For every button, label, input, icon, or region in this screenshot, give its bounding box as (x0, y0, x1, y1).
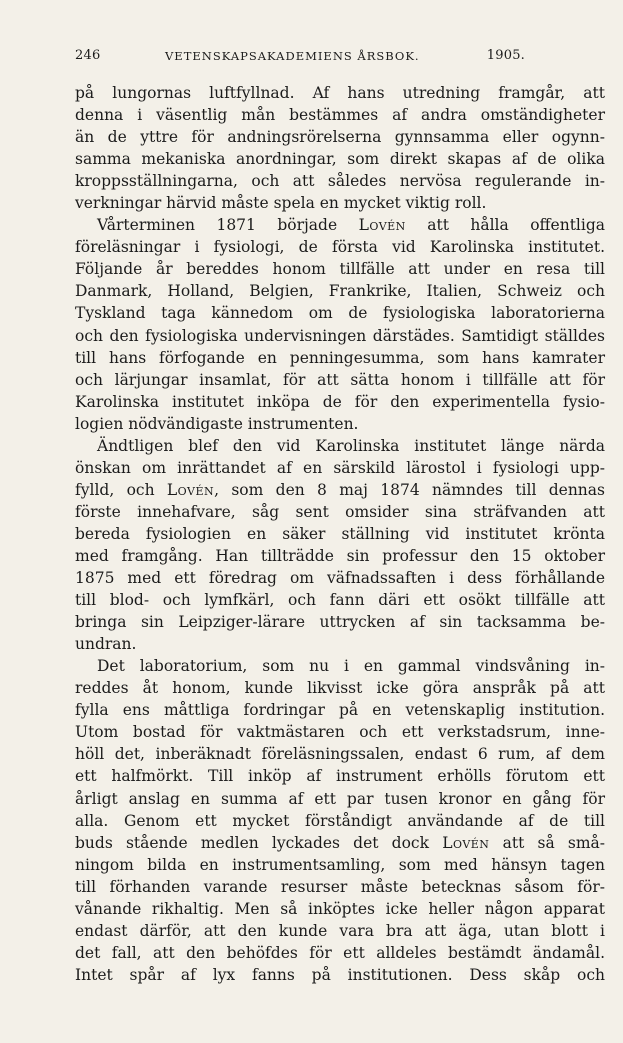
page-header (75, 48, 525, 68)
text-line: höll det, inberäknadt föreläsningssalen, endast 6 rum, af dem (75, 745, 605, 764)
text-line: fylld, och Lovén, som den 8 maj 1874 nämndes till dennas (75, 480, 605, 499)
text-line: till hans förfogande en penningesumma, som hans kamrater (75, 348, 605, 367)
text-line: vånande rikhaltig. Men så inköptes icke heller någon apparat (75, 899, 605, 918)
text-line: verkningar härvid måste spela en mycket viktig roll. (75, 194, 487, 213)
text-line: till blod- och lymfkärl, och fann däri ett osökt tillfälle att (75, 591, 605, 610)
text-line: samma mekaniska anordningar, som direkt skapas af de olika (75, 150, 605, 169)
text-line: undran. (75, 635, 137, 654)
text-line: Det laboratorium, som nu i en gammal vindsvåning in- (97, 657, 605, 676)
page-number: 246 (75, 48, 101, 63)
text-line: reddes åt honom, kunde likvisst icke göra anspråk på att (75, 679, 605, 698)
text-line: det fall, att den behöfdes för ett alldeles bestämdt ändamål. (75, 943, 605, 962)
text-line: Utom bostad för vaktmästaren och ett verkstadsrum, inne- (75, 723, 605, 742)
text-line: kroppsställningarna, och att således nervösa regulerande in- (75, 172, 605, 191)
text-line: Ändtligen blef den vid Karolinska institutet länge närda (97, 436, 605, 455)
text-line: och lärjungar insamlat, för att sätta honom i tillfälle att för (75, 370, 605, 389)
text-line: logien nödvändigaste instrumenten. (75, 414, 359, 433)
text-line: Intet spår af lyx fanns på institutionen. Dess skåp och (75, 965, 605, 984)
text-line: 1875 med ett föredrag om väfnadssaften i dess förhållande (75, 569, 605, 588)
text-line: föreläsningar i fysiologi, de första vid Karolinska institutet. (75, 238, 605, 257)
text-line: Karolinska institutet inköpa de för den experimentella fysio- (75, 392, 605, 411)
body-text (75, 82, 605, 986)
text-line: förste innehafvare, såg sent omsider sina sträfvanden att (75, 502, 605, 521)
text-line: bringa sin Leipziger-lärare uttrycken af sin tacksamma be- (75, 613, 605, 632)
text-line: denna i väsentlig mån bestämmes af andra omständigheter (75, 106, 605, 125)
text-line: Följande år bereddes honom tillfälle att under en resa till (75, 260, 605, 279)
text-line: med framgång. Han tillträdde sin professur den 15 oktober (75, 546, 605, 565)
header-year: 1905. (486, 48, 525, 63)
text-line: än de yttre för andningsrörelserna gynnsamma eller ogynn- (75, 128, 605, 147)
text-line: buds stående medlen lyckades det dock Lovén att så små- (75, 833, 605, 852)
text-line: på lungornas luftfyllnad. Af hans utredning framgår, att (75, 84, 605, 102)
text-line: alla. Genom ett mycket förståndigt användande af de till (75, 811, 605, 830)
text-line: ett halfmörkt. Till inköp af instrument erhölls förutom ett (75, 767, 605, 786)
text-line: endast därför, att den kunde vara bra att äga, utan blott i (75, 921, 605, 940)
text-line: Danmark, Holland, Belgien, Frankrike, Italien, Schweiz och (75, 282, 605, 301)
text-line: Vårterminen 1871 började Lovén att hålla offentliga (97, 216, 606, 235)
text-line: årligt anslag en summa af ett par tusen kronor en gång för (75, 789, 605, 808)
text-line: önskan om inrättandet af en särskild lärostol i fysiologi upp- (75, 458, 605, 477)
text-line: Tyskland taga kännedom om de fysiologiska laboratorierna (75, 304, 605, 323)
text-line: ningom bilda en instrumentsamling, som med hänsyn tagen (75, 855, 605, 874)
text-line: bereda fysiologien en säker ställning vid institutet krönta (75, 524, 605, 543)
text-line: fylla ens måttliga fordringar på en vetenskaplig institution. (75, 701, 605, 720)
running-title: VETENSKAPSAKADEMIENS ÅRSBOK. (165, 49, 420, 63)
text-line: och den fysiologiska undervisningen därstädes. Samtidigt ställdes (75, 326, 605, 345)
text-line: till förhanden varande resurser måste betecknas såsom för- (75, 877, 605, 896)
